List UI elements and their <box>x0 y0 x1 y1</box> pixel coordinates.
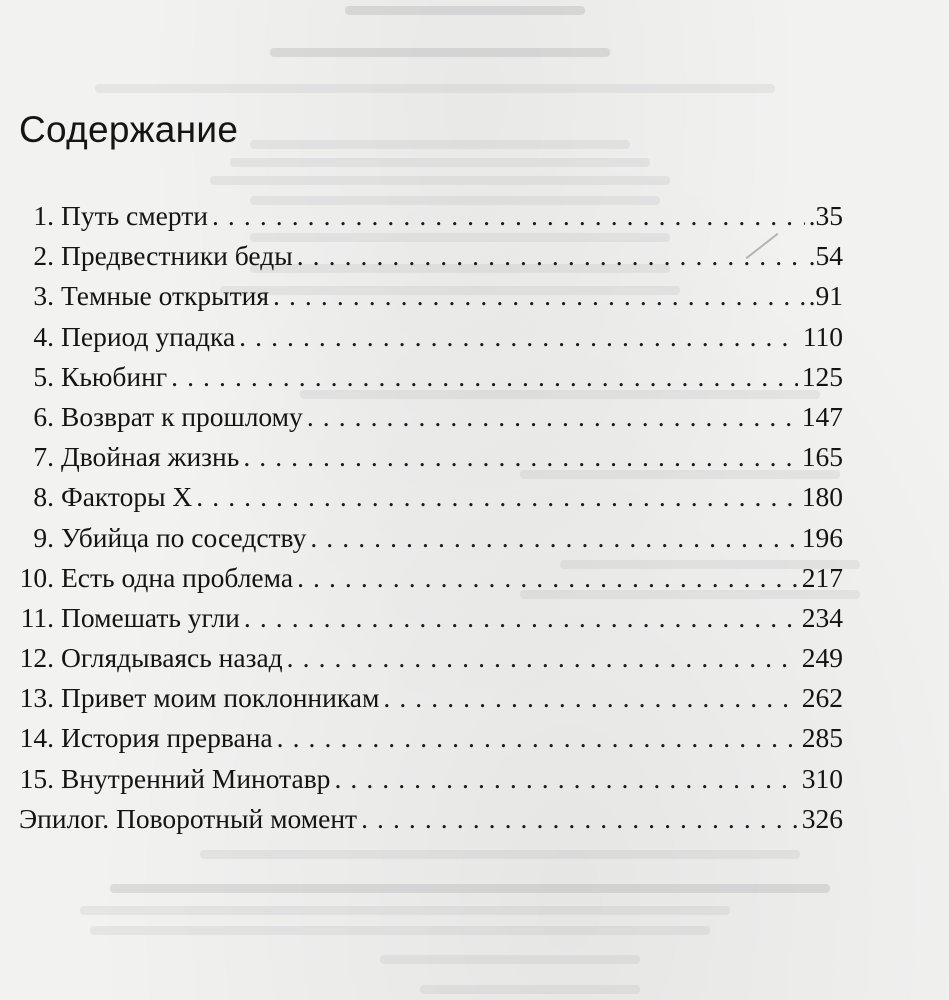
dot-leader <box>334 759 797 799</box>
toc-entry-number: 8. <box>33 481 54 513</box>
toc-entry-page-number: 310 <box>801 762 843 794</box>
toc-entry <box>19 598 843 638</box>
toc-entry-number: 15. <box>19 762 54 794</box>
toc-entry-title: Двойная жизнь <box>61 441 240 473</box>
toc-entry-title: Оглядываясь назад <box>61 642 283 674</box>
dot-leader <box>297 558 798 598</box>
dot-leader <box>361 799 798 839</box>
toc-entry-page-number: .35 <box>808 200 843 231</box>
toc-entry <box>19 236 843 276</box>
dot-leader <box>277 718 798 758</box>
toc-entry <box>19 718 843 758</box>
toc-entry <box>19 437 843 477</box>
toc-entry-title: Предвестники беды <box>61 240 293 272</box>
toc-entry-page-number: 326 <box>801 802 843 834</box>
toc-entry-number: 1. <box>33 200 54 231</box>
table-of-contents <box>19 196 843 839</box>
toc-entry-number: 12. <box>19 642 54 674</box>
toc-entry-title: Привет моим поклонникам <box>61 682 380 714</box>
toc-entry-title: Период упадка <box>61 320 236 352</box>
dot-leader <box>287 638 798 678</box>
toc-entry <box>19 397 843 437</box>
toc-entry-page-number: 180 <box>801 481 843 513</box>
page-title: Содержание <box>19 109 239 150</box>
toc-entry <box>19 276 843 316</box>
toc-entry <box>19 759 843 799</box>
toc-entry <box>19 477 843 517</box>
show-through-text <box>230 158 650 167</box>
show-through-text <box>80 906 730 915</box>
toc-entry-number: 13. <box>19 682 54 714</box>
toc-entry <box>19 196 843 236</box>
dot-leader <box>212 196 805 236</box>
toc-entry-page-number: 262 <box>801 682 843 714</box>
toc-entry-page-number: 147 <box>801 400 843 432</box>
toc-entry-page-number: 196 <box>801 521 843 553</box>
toc-entry-number: 5. <box>33 360 54 392</box>
dot-leader <box>383 678 797 718</box>
show-through-text <box>200 850 800 859</box>
toc-entry <box>19 518 843 558</box>
toc-entry-title: Помешать угли <box>61 601 240 633</box>
toc-entry-number: 7. <box>33 441 54 473</box>
toc-entry <box>19 558 843 598</box>
toc-entry-title: Эпилог. Поворотный момент <box>19 802 358 834</box>
toc-entry-number: 3. <box>33 280 54 312</box>
toc-entry-page-number: 165 <box>801 441 843 473</box>
show-through-text <box>95 84 775 93</box>
dot-leader <box>243 437 797 477</box>
toc-entry-page-number: 285 <box>801 722 843 754</box>
show-through-text <box>420 985 640 994</box>
toc-entry <box>19 638 843 678</box>
toc-entry-number: 11. <box>20 601 54 633</box>
toc-entry-title: Факторы X <box>61 481 193 513</box>
show-through-text <box>210 176 670 185</box>
toc-entry <box>19 317 843 357</box>
toc-entry-title: История прервана <box>61 722 273 754</box>
dot-leader <box>196 477 797 517</box>
toc-entry-title: Убийца по соседству <box>61 521 307 553</box>
toc-entry-number: 9. <box>33 521 54 553</box>
dot-leader <box>244 598 798 638</box>
toc-entry-title: Возврат к прошлому <box>61 400 303 432</box>
dot-leader <box>307 397 798 437</box>
toc-entry-number: 10. <box>19 561 54 593</box>
toc-entry-title: Есть одна проблема <box>61 561 294 593</box>
dot-leader <box>297 236 805 276</box>
show-through-text <box>90 926 710 935</box>
toc-entry <box>19 678 843 718</box>
toc-entry-title: Внутренний Минотавр <box>61 762 331 794</box>
dot-leader <box>171 357 798 397</box>
toc-entry <box>19 357 843 397</box>
toc-entry-page-number: 249 <box>801 642 843 674</box>
dot-leader <box>239 317 799 357</box>
dot-leader <box>310 518 797 558</box>
toc-entry-title: Кьюбинг <box>61 360 168 392</box>
toc-entry-page-number: 110 <box>802 320 843 352</box>
toc-entry-number: 14. <box>19 722 54 754</box>
toc-entry-page-number: .91 <box>808 280 843 312</box>
show-through-text <box>380 955 640 964</box>
show-through-text <box>250 140 630 149</box>
toc-entry-number: 4. <box>33 320 54 352</box>
toc-entry-number: 2. <box>33 240 54 272</box>
show-through-text <box>110 884 830 893</box>
toc-entry-page-number: 125 <box>801 360 843 392</box>
toc-entry-title: Путь смерти <box>61 200 208 231</box>
toc-entry-page-number: 234 <box>801 601 843 633</box>
show-through-text <box>270 48 610 57</box>
toc-entry-title: Темные открытия <box>61 280 270 312</box>
toc-entry-page-number: 217 <box>801 561 843 593</box>
toc-entry-page-number: .54 <box>808 240 843 272</box>
toc-entry <box>19 799 843 839</box>
dot-leader <box>273 276 805 316</box>
show-through-text <box>345 6 585 15</box>
toc-entry-number: 6. <box>33 400 54 432</box>
